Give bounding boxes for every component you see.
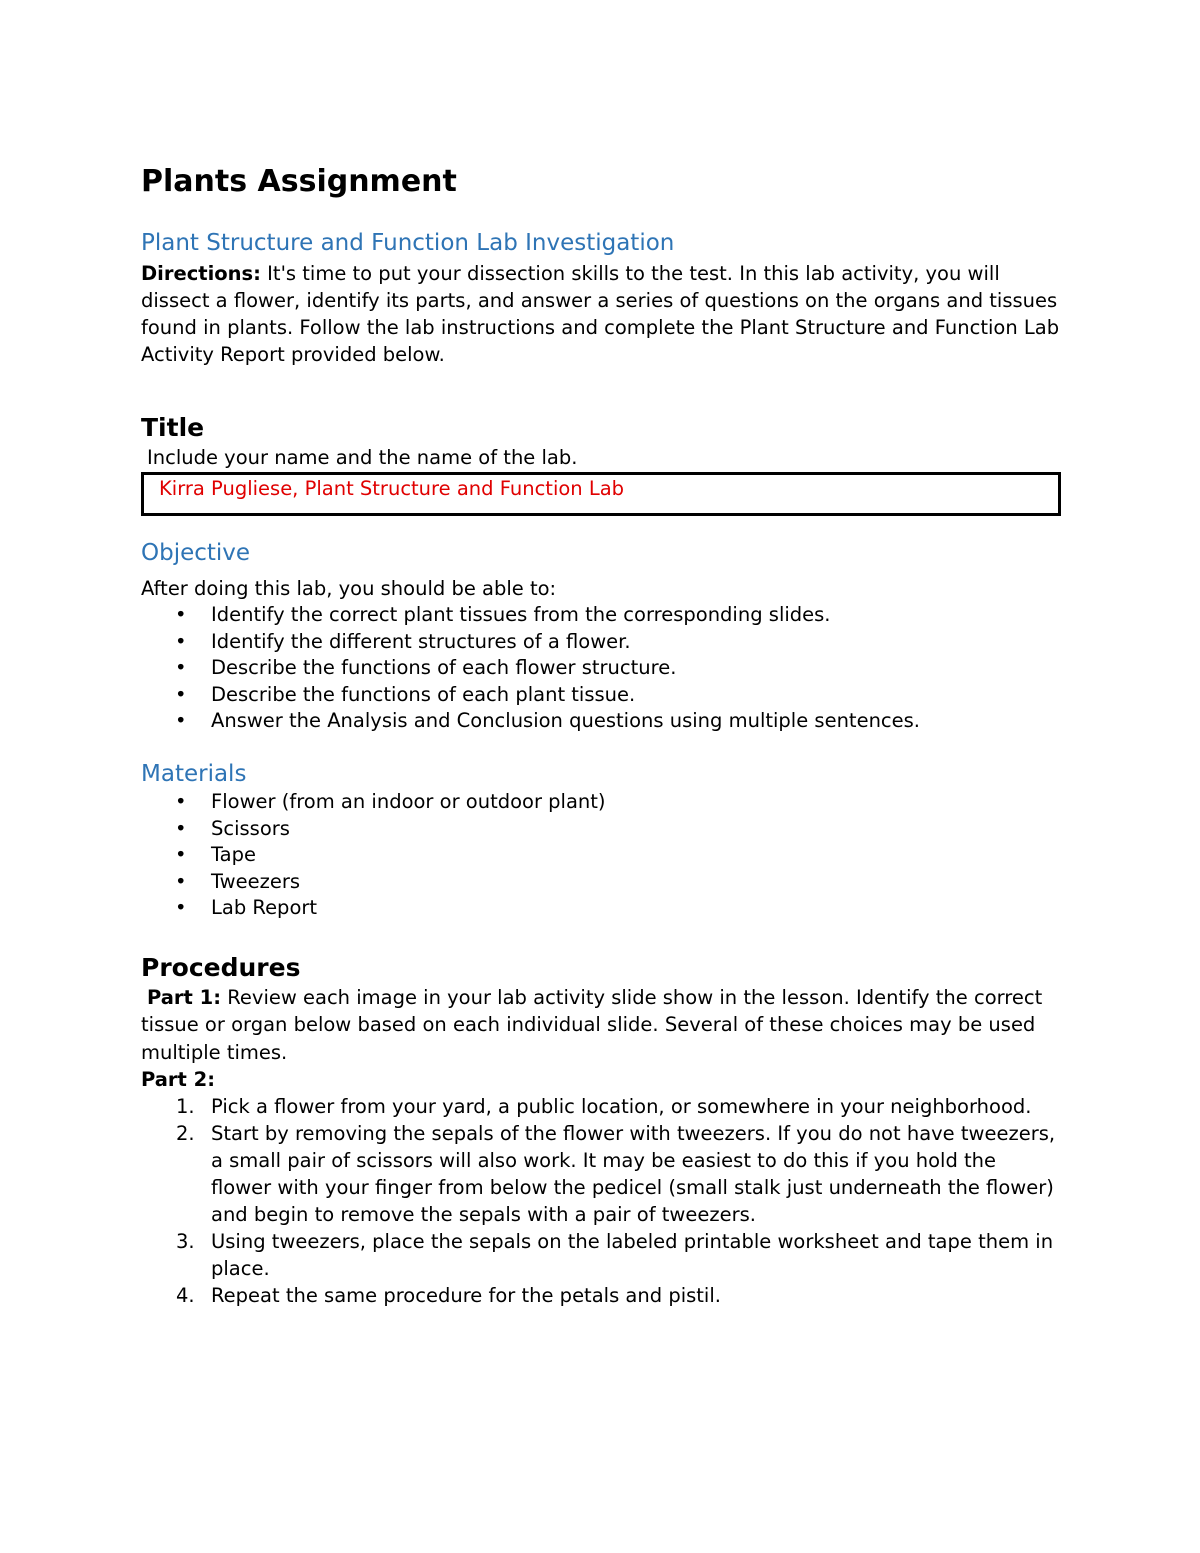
bullet-icon: • bbox=[175, 682, 187, 706]
directions-paragraph bbox=[141, 260, 1061, 368]
bullet-icon: • bbox=[175, 789, 187, 813]
list-item bbox=[141, 816, 1061, 843]
list-item bbox=[141, 1093, 1061, 1120]
step-number: 1. bbox=[176, 1095, 195, 1119]
materials-heading: Materials bbox=[141, 760, 247, 787]
document-content bbox=[141, 162, 1061, 1309]
bullet-icon: • bbox=[175, 869, 187, 893]
list-item bbox=[141, 842, 1061, 869]
title-answer-text: Kirra Pugliese, Plant Structure and Function Lab bbox=[159, 477, 625, 500]
bullet-icon: • bbox=[175, 896, 187, 920]
objective-intro: After doing this lab, you should be able to: bbox=[141, 577, 557, 600]
material-item-text: Flower (from an indoor or outdoor plant) bbox=[211, 789, 606, 813]
material-item-text: Lab Report bbox=[211, 896, 318, 920]
title-section bbox=[141, 412, 1061, 516]
bullet-icon: • bbox=[175, 629, 187, 653]
title-heading: Title bbox=[141, 413, 205, 442]
list-item bbox=[141, 869, 1061, 896]
lab-subtitle: Plant Structure and Function Lab Investigation bbox=[141, 230, 675, 256]
list-item bbox=[141, 895, 1061, 922]
bullet-icon: • bbox=[175, 709, 187, 733]
directions-label: Directions: bbox=[141, 262, 261, 285]
list-item bbox=[141, 789, 1061, 816]
procedures-heading: Procedures bbox=[141, 952, 301, 982]
material-item-text: Tape bbox=[211, 843, 257, 867]
part1-paragraph bbox=[141, 984, 1061, 1067]
objective-heading: Objective bbox=[141, 540, 251, 566]
materials-list bbox=[141, 789, 1061, 922]
step-text: Start by removing the sepals of the flower with tweezers. If you do not have tweezers, a small pair of scissors will also work. It may be easiest to do this if you hold the flower with your finger from below the pedicel (small stalk just underneath the flower) and begin to remove the sepals with a pair of tweezers. bbox=[211, 1122, 1056, 1227]
objective-item-text: Describe the functions of each plant tissue. bbox=[211, 682, 636, 706]
list-item bbox=[141, 1282, 1061, 1309]
list-item bbox=[141, 602, 1061, 629]
objective-item-text: Answer the Analysis and Conclusion questions using multiple sentences. bbox=[211, 709, 921, 733]
step-number: 4. bbox=[176, 1284, 195, 1308]
objective-item-text: Identify the different structures of a flower. bbox=[211, 629, 631, 653]
list-item bbox=[141, 708, 1061, 735]
objective-item-text: Identify the correct plant tissues from the corresponding slides. bbox=[211, 603, 831, 626]
bullet-icon: • bbox=[175, 816, 187, 840]
list-item bbox=[141, 1120, 1061, 1228]
step-text: Repeat the same procedure for the petals and pistil. bbox=[211, 1284, 721, 1308]
list-item bbox=[141, 655, 1061, 682]
objective-section bbox=[141, 538, 1061, 735]
title-answer-box[interactable] bbox=[141, 472, 1061, 516]
list-item bbox=[141, 1228, 1061, 1282]
part1-label: Part 1: bbox=[147, 985, 222, 1009]
step-text: Using tweezers, place the sepals on the labeled printable worksheet and tape them in place. bbox=[211, 1230, 1054, 1281]
objective-item-text: Describe the functions of each flower structure. bbox=[211, 656, 677, 680]
document-title: Plants Assignment bbox=[141, 164, 457, 199]
procedures-section bbox=[141, 952, 1061, 1310]
directions-text: It's time to put your dissection skills to the test. In this lab activity, you will dissect a flower, identify its parts, and answer a series of questions on the organs and tissues found in plants. Follow the lab instructions and complete the Plant Structure and Function Lab Activity Report provided below. bbox=[141, 262, 1060, 366]
part2-label: Part 2: bbox=[141, 1068, 216, 1092]
bullet-icon: • bbox=[175, 656, 187, 680]
part1-text: Review each image in your lab activity slide show in the lesson. Identify the correct tissue or organ below based on each individual slide. Several of these choices may be used multiple times. bbox=[141, 985, 1043, 1064]
objective-list bbox=[141, 602, 1061, 735]
list-item bbox=[141, 682, 1061, 709]
step-number: 3. bbox=[176, 1230, 195, 1254]
step-text: Pick a flower from your yard, a public location, or somewhere in your neighborhood. bbox=[211, 1095, 1032, 1119]
list-item bbox=[141, 629, 1061, 656]
step-number: 2. bbox=[176, 1122, 195, 1146]
procedure-steps bbox=[141, 1093, 1061, 1309]
bullet-icon: • bbox=[175, 603, 187, 626]
bullet-icon: • bbox=[175, 843, 187, 867]
materials-section bbox=[141, 759, 1061, 922]
material-item-text: Scissors bbox=[211, 816, 290, 840]
material-item-text: Tweezers bbox=[211, 869, 301, 893]
title-hint: Include your name and the name of the lab. bbox=[147, 446, 578, 469]
